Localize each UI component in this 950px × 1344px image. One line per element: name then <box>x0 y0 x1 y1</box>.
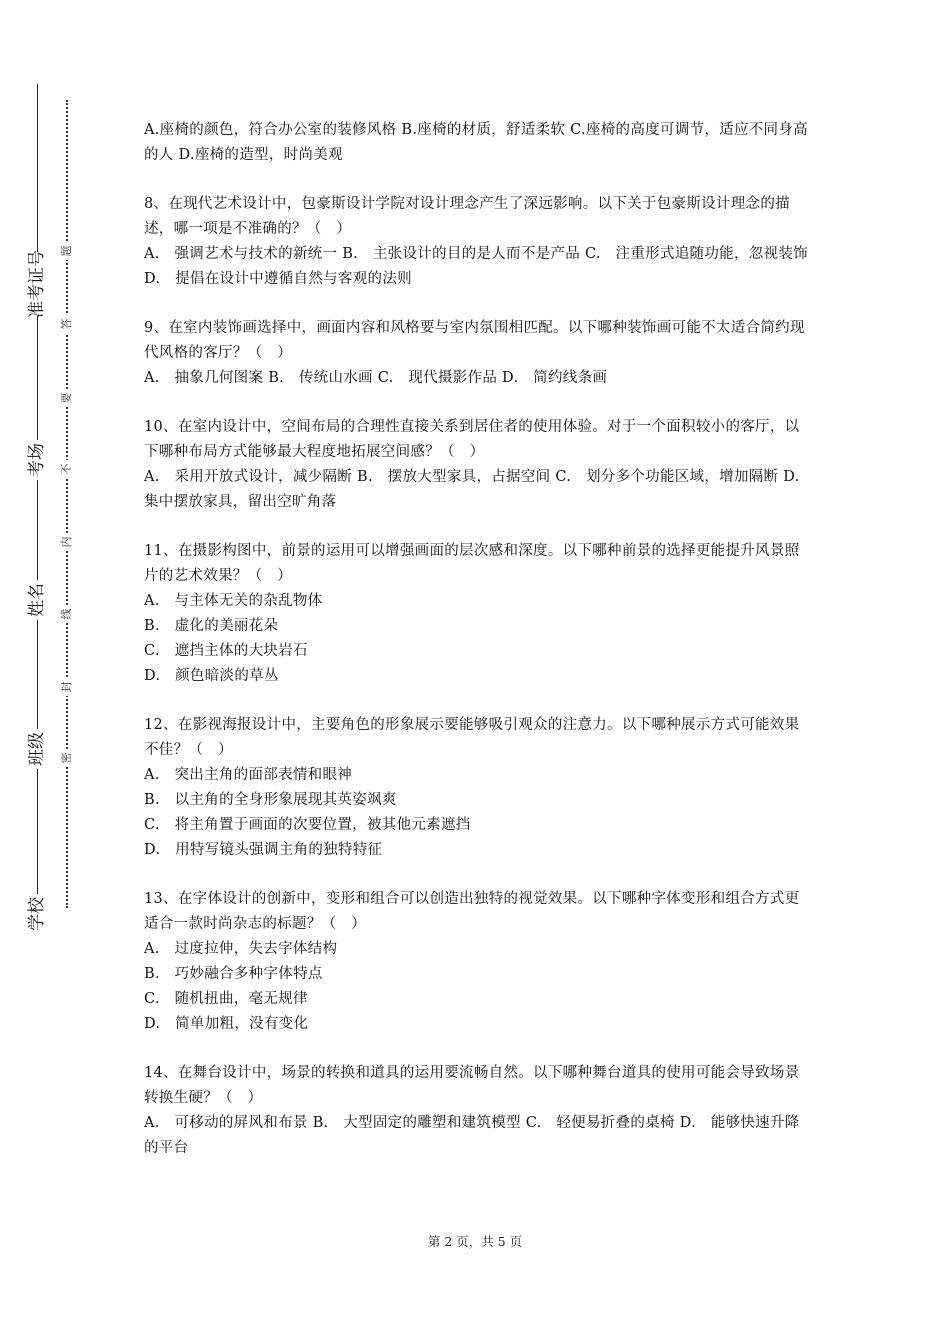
option-d: D. 颜色暗淡的草丛 <box>144 668 279 684</box>
seal-char: 内 <box>59 533 75 551</box>
option-a: A. 与主体无关的杂乱物体 <box>144 593 323 609</box>
question-options: A. 强调艺术与技术的新统一 B. 主张设计的目的是人而不是产品 C. 注重形式追随功能，忽视装饰 D. 提倡在设计中遵循自然与客观的法则 <box>144 246 808 287</box>
question-14 <box>144 1061 810 1161</box>
question-text: 8、在现代艺术设计中，包豪斯设计学院对设计理念产生了深远影响。以下关于包豪斯设计理念的描述，哪一项是不准确的？（ ） <box>144 196 790 237</box>
question-text: 11、在摄影构图中，前景的运用可以增强画面的层次感和深度。以下哪种前景的选择更能提升风景照片的艺术效果？（ ） <box>144 543 800 584</box>
question-text: 13、在字体设计的创新中，变形和组合可以创造出独特的视觉效果。以下哪种字体变形和组合方式更适合一款时尚杂志的标题？（ ） <box>144 891 800 932</box>
seal-char: 封 <box>59 678 75 696</box>
question-text: 9、在室内装饰画选择中，画面内容和风格要与室内氛围相匹配。以下哪种装饰画可能不太适合简约现代风格的客厅？（ ） <box>144 320 805 361</box>
field-exam-room-label: 考场 <box>28 440 46 480</box>
binding-line <box>37 84 38 932</box>
question-12 <box>144 713 810 863</box>
field-school-label: 学校 <box>28 894 46 934</box>
question-10 <box>144 415 815 515</box>
question-options: A. 采用开放式设计，减少隔断 B. 摆放大型家具，占据空间 C. 划分多个功能区域，增加隔断 D. 集中摆放家具，留出空旷角落 <box>144 469 815 510</box>
option-a: A. 突出主角的面部表情和眼神 <box>144 767 353 783</box>
question-9 <box>144 316 810 391</box>
question-options: A.座椅的颜色，符合办公室的装修风格 B.座椅的材质，舒适柔软 C.座椅的高度可调节，适应不同身高的人 D.座椅的造型，时尚美观 <box>144 122 808 163</box>
question-options: A. 可移动的屏风和布景 B. 大型固定的雕塑和建筑模型 C. 轻便易折叠的桌椅 D. 能够快速升降的平台 <box>144 1115 800 1156</box>
question-text: 12、在影视海报设计中，主要角色的形象展示要能够吸引观众的注意力。以下哪种展示方式可能效果不佳？（ ） <box>144 717 800 758</box>
seal-char: 答 <box>59 315 75 333</box>
option-d: D. 用特写镜头强调主角的独特特征 <box>144 842 383 858</box>
option-c: C. 随机扭曲，毫无规律 <box>144 991 308 1007</box>
question-text: 14、在舞台设计中，场景的转换和道具的运用要流畅自然。以下哪种舞台道具的使用可能会导致场景转换生硬？（ ） <box>144 1065 800 1106</box>
option-a: A. 过度拉伸，失去字体结构 <box>144 941 338 957</box>
question-options: A. 抽象几何图案 B. 传统山水画 C. 现代摄影作品 D. 简约线条画 <box>144 370 608 386</box>
option-b: B. 以主角的全身形象展现其英姿飒爽 <box>144 792 397 808</box>
seal-char: 题 <box>59 242 75 260</box>
option-b: B. 巧妙融合多种字体特点 <box>144 966 323 982</box>
question-list <box>144 118 815 1185</box>
option-d: D. 简单加粗，没有变化 <box>144 1016 309 1032</box>
field-name-label: 姓名 <box>28 580 46 620</box>
question-8 <box>144 192 810 292</box>
seal-char: 要 <box>59 389 75 407</box>
seal-char: 密 <box>59 749 75 767</box>
option-b: B. 虚化的美丽花朵 <box>144 618 279 634</box>
option-c: C. 遮挡主体的大块岩石 <box>144 643 308 659</box>
question-11 <box>144 539 810 689</box>
question-13 <box>144 887 810 1037</box>
field-class-label: 班级 <box>28 729 46 769</box>
field-exam-number-label: 准考证号 <box>27 250 47 318</box>
option-c: C. 将主角置于画面的次要位置，被其他元素遮挡 <box>144 817 471 833</box>
question-7-options-block <box>144 118 810 168</box>
seal-char: 不 <box>59 460 75 478</box>
seal-char: 线 <box>59 605 75 623</box>
seal-dotted-line <box>66 100 68 908</box>
question-text: 10、在室内设计中，空间布局的合理性直接关系到居住者的使用体验。对于一个面积较小的客厅，以下哪种布局方式能够最大程度地拓展空间感？（ ） <box>144 419 800 460</box>
page-number-footer: 第 2 页，共 5 页 <box>427 1234 523 1249</box>
